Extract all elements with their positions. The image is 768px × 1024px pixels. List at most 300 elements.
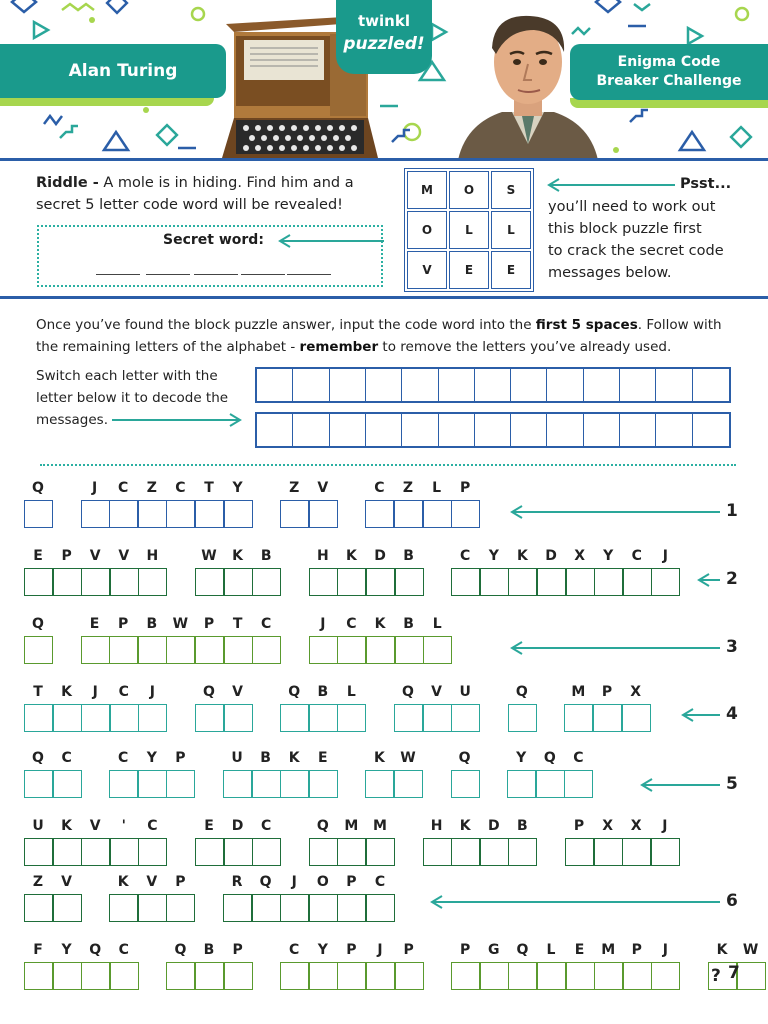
cipher-letter: E [574, 942, 585, 958]
answer-box[interactable] [81, 962, 110, 990]
block-puzzle-cell: E [449, 251, 489, 289]
header-banner [0, 0, 768, 162]
block-puzzle-cell: S [491, 171, 531, 209]
cipher-letter: C [147, 818, 158, 834]
answer-box[interactable] [395, 636, 424, 664]
answer-box[interactable] [337, 962, 366, 990]
cipher-letter: Z [402, 480, 414, 496]
instruction-emphasis: remember [299, 339, 379, 355]
cipher-letter: K [516, 548, 528, 564]
answer-box[interactable] [423, 838, 452, 866]
cipher-letter: G [488, 942, 500, 958]
answer-box[interactable] [53, 770, 82, 798]
answer-box[interactable] [24, 894, 53, 922]
answer-box[interactable] [252, 770, 281, 798]
answer-box[interactable] [252, 568, 281, 596]
answer-box[interactable] [166, 894, 195, 922]
answer-box[interactable] [224, 838, 253, 866]
cipher-letter: C [175, 480, 186, 496]
cipher-letter: J [320, 616, 326, 632]
answer-box[interactable] [395, 962, 424, 990]
cipher-letter: B [403, 548, 414, 564]
answer-box[interactable] [365, 770, 394, 798]
cipher-letter: V [431, 684, 443, 700]
answer-box[interactable] [24, 962, 53, 990]
cipher-key-cell[interactable] [439, 414, 475, 446]
answer-box[interactable] [423, 636, 452, 664]
cipher-letter: M [344, 818, 359, 834]
answer-box[interactable] [109, 770, 138, 798]
message-number: 1 [726, 501, 738, 521]
cipher-key-cell[interactable] [620, 414, 656, 446]
arrow-left-icon [697, 573, 724, 587]
answer-box[interactable] [651, 962, 680, 990]
riddle-text [36, 172, 386, 216]
answer-box[interactable] [365, 500, 394, 528]
block-puzzle-cell: L [449, 211, 489, 249]
answer-box[interactable] [394, 704, 423, 732]
cipher-letter: Q [316, 818, 329, 834]
answer-box[interactable] [53, 704, 82, 732]
answer-box[interactable] [366, 838, 395, 866]
secret-word-blank[interactable] [194, 274, 238, 275]
cipher-letter: T [232, 616, 243, 632]
answer-box[interactable] [337, 636, 366, 664]
answer-box[interactable] [309, 704, 338, 732]
arrow-left-icon [510, 505, 724, 519]
answer-box[interactable] [224, 704, 253, 732]
cipher-key-cell[interactable] [693, 414, 729, 446]
cipher-letter: E [318, 750, 328, 766]
message-number: 4 [726, 704, 738, 724]
cipher-letter: C [261, 818, 272, 834]
instruction-line-1 [36, 317, 722, 333]
cipher-letter: Q [543, 750, 556, 766]
answer-box[interactable] [109, 894, 138, 922]
cipher-key-cell[interactable] [475, 369, 511, 401]
cipher-letter: Q [515, 684, 528, 700]
answer-box[interactable] [622, 838, 651, 866]
answer-box[interactable] [81, 838, 110, 866]
cipher-letter: J [377, 942, 383, 958]
cipher-letter: J [92, 684, 98, 700]
answer-box[interactable] [138, 894, 167, 922]
cipher-letter: P [460, 942, 471, 958]
answer-box[interactable] [508, 838, 537, 866]
answer-box[interactable] [24, 636, 53, 664]
cipher-letter: B [403, 616, 414, 632]
right-title-bar [570, 44, 768, 100]
cipher-letter: P [403, 942, 414, 958]
riddle-line1: A mole is in hiding. Find him and a [103, 175, 354, 191]
cipher-letter: H [430, 818, 443, 834]
block-puzzle-cell: E [491, 251, 531, 289]
answer-box[interactable] [138, 568, 167, 596]
cipher-key-cell[interactable] [511, 414, 547, 446]
dotted-separator [40, 464, 736, 466]
cipher-letter: Y [146, 750, 157, 766]
answer-box[interactable] [24, 568, 53, 596]
answer-box[interactable] [166, 770, 195, 798]
cipher-letter: C [118, 684, 129, 700]
secret-word-blank[interactable] [146, 274, 190, 275]
answer-box[interactable] [24, 704, 53, 732]
cipher-letter: K [61, 684, 73, 700]
cipher-letter: X [574, 548, 585, 564]
cipher-letter: Q [32, 750, 44, 766]
answer-box[interactable] [309, 838, 338, 866]
answer-box[interactable] [508, 568, 537, 596]
answer-box[interactable] [337, 704, 366, 732]
cipher-letter: H [316, 548, 329, 564]
answer-box[interactable] [423, 500, 452, 528]
answer-box[interactable] [366, 962, 395, 990]
cipher-key-row-bottom [255, 412, 731, 448]
cipher-letter: B [203, 942, 215, 958]
answer-box[interactable] [53, 962, 82, 990]
cipher-letter: D [487, 818, 500, 834]
answer-box[interactable] [280, 770, 309, 798]
answer-box[interactable] [451, 838, 480, 866]
cipher-key-cell[interactable] [293, 414, 329, 446]
cipher-letter: W [172, 616, 189, 632]
cipher-letter: K [373, 750, 385, 766]
answer-box[interactable] [395, 568, 424, 596]
cipher-letter: Q [402, 684, 414, 700]
switch-instruction: messages. [36, 412, 108, 428]
cipher-key-cell[interactable] [257, 414, 293, 446]
answer-box[interactable] [53, 894, 82, 922]
answer-box[interactable] [565, 838, 594, 866]
answer-box[interactable] [566, 962, 595, 990]
cipher-letter: C [460, 548, 471, 564]
cipher-letter: B [317, 684, 329, 700]
answer-box[interactable] [81, 500, 110, 528]
cipher-letter: C [61, 750, 72, 766]
answer-box[interactable] [594, 962, 623, 990]
answer-box[interactable] [394, 500, 423, 528]
cipher-letter: Q [458, 750, 471, 766]
answer-box[interactable] [252, 894, 281, 922]
cipher-letter: M [601, 942, 616, 958]
cipher-letter: P [175, 874, 186, 890]
answer-box[interactable] [480, 568, 509, 596]
cipher-letter: M [571, 684, 586, 700]
psst-line: messages below. [548, 265, 672, 281]
answer-box[interactable] [166, 500, 195, 528]
cipher-letter: J [291, 874, 297, 890]
cipher-letter: L [546, 942, 556, 958]
instruction-text: . Follow with [637, 317, 722, 333]
cipher-key-cell[interactable] [656, 414, 692, 446]
answer-box[interactable] [109, 636, 138, 664]
answer-box[interactable] [195, 636, 224, 664]
secret-word-blank[interactable] [287, 274, 331, 275]
answer-box[interactable] [564, 704, 593, 732]
cipher-letter: L [346, 684, 356, 700]
answer-box[interactable] [309, 962, 338, 990]
answer-box[interactable] [110, 838, 139, 866]
answer-box[interactable] [195, 962, 224, 990]
arrow-left-icon [545, 177, 677, 193]
answer-box[interactable] [480, 838, 509, 866]
cipher-letter: P [346, 874, 357, 890]
cipher-key-cell[interactable] [257, 369, 293, 401]
answer-box[interactable] [110, 962, 139, 990]
answer-box[interactable] [451, 568, 480, 596]
cipher-key-cell[interactable] [366, 369, 402, 401]
answer-box[interactable] [309, 500, 338, 528]
answer-box[interactable] [594, 838, 623, 866]
answer-box[interactable] [223, 894, 252, 922]
logo-text-line2: puzzled! [343, 34, 425, 54]
cipher-key-cell[interactable] [439, 369, 475, 401]
secret-word-blank[interactable] [96, 274, 140, 275]
cipher-letter: R [231, 874, 243, 890]
cipher-letter: C [631, 548, 642, 564]
answer-box[interactable] [81, 636, 110, 664]
answer-box[interactable] [309, 770, 338, 798]
answer-box[interactable] [309, 568, 338, 596]
instruction-text: the remaining letters of the alphabet - [36, 339, 300, 355]
answer-box[interactable] [423, 704, 452, 732]
cipher-letter: Q [89, 942, 102, 958]
answer-box[interactable] [537, 568, 566, 596]
cipher-key-cell[interactable] [402, 414, 438, 446]
answer-box[interactable] [508, 962, 537, 990]
answer-box[interactable] [224, 962, 253, 990]
answer-box[interactable] [280, 962, 309, 990]
cipher-letter: P [601, 684, 613, 700]
cipher-key-cell[interactable] [693, 369, 729, 401]
answer-box[interactable] [309, 894, 338, 922]
cipher-letter: B [260, 750, 271, 766]
answer-box[interactable] [737, 962, 766, 990]
switch-instruction: letter below it to decode the [36, 390, 229, 406]
answer-box[interactable] [309, 636, 338, 664]
cipher-letter: L [432, 616, 442, 632]
cipher-letter: K [61, 818, 73, 834]
answer-box[interactable] [623, 568, 652, 596]
message-number: 7 [728, 963, 740, 983]
cipher-key-cell[interactable] [511, 369, 547, 401]
answer-box[interactable] [195, 568, 224, 596]
answer-box[interactable] [507, 770, 536, 798]
cipher-key-cell[interactable] [366, 414, 402, 446]
answer-box[interactable] [53, 568, 82, 596]
answer-box[interactable] [451, 770, 480, 798]
answer-box[interactable] [366, 636, 395, 664]
secret-word-label: Secret word: [163, 232, 264, 248]
answer-box[interactable] [224, 568, 253, 596]
cipher-letter: P [175, 750, 186, 766]
answer-box[interactable] [53, 838, 82, 866]
cipher-letter: W [400, 750, 416, 766]
cipher-letter: Y [61, 942, 72, 958]
answer-box[interactable] [366, 568, 395, 596]
cipher-letter: C [118, 942, 129, 958]
cipher-letter: D [374, 548, 386, 564]
cipher-letter: K [288, 750, 300, 766]
answer-box[interactable] [280, 894, 309, 922]
answer-box[interactable] [224, 636, 253, 664]
cipher-letter: J [662, 942, 668, 958]
answer-box[interactable] [138, 636, 167, 664]
cipher-letter: W [201, 548, 217, 564]
cipher-key-cell[interactable] [475, 414, 511, 446]
answer-box[interactable] [508, 704, 537, 732]
cipher-letter: Q [32, 616, 44, 632]
cipher-key-cell[interactable] [547, 369, 583, 401]
cipher-letter: V [232, 684, 244, 700]
message-number: 5 [726, 774, 738, 794]
message-number: 3 [726, 637, 738, 657]
answer-box[interactable] [594, 568, 623, 596]
cipher-letter: V [89, 818, 101, 834]
secret-word-blank[interactable] [241, 274, 285, 275]
logo-text-line1: twinkl [358, 12, 410, 30]
cipher-letter: U [459, 684, 471, 700]
cipher-key-cell[interactable] [402, 369, 438, 401]
answer-box[interactable] [651, 838, 680, 866]
answer-box[interactable] [24, 500, 53, 528]
cipher-letter: C [346, 616, 357, 632]
answer-box[interactable] [195, 838, 224, 866]
subtitle-line2: Breaker Challenge [596, 73, 742, 89]
answer-box[interactable] [166, 636, 195, 664]
cipher-letter: Z [289, 480, 300, 496]
answer-box[interactable] [537, 962, 566, 990]
cipher-letter: K [374, 616, 386, 632]
cipher-key-cell[interactable] [330, 369, 366, 401]
answer-box[interactable] [138, 770, 167, 798]
answer-box[interactable] [110, 704, 139, 732]
left-title-bar [0, 44, 226, 98]
psst-title: Psst... [680, 176, 732, 192]
cipher-letter: P [460, 480, 471, 496]
section-divider [0, 296, 768, 299]
cipher-letter: E [89, 616, 100, 632]
cipher-letter: K [716, 942, 728, 958]
cipher-key-cell[interactable] [620, 369, 656, 401]
cipher-letter: C [374, 480, 385, 496]
answer-box[interactable] [337, 894, 366, 922]
answer-box[interactable] [280, 500, 309, 528]
instruction-line-2 [36, 339, 671, 355]
answer-box[interactable] [109, 500, 138, 528]
cipher-letter: C [573, 750, 584, 766]
question-mark: ? [711, 966, 721, 986]
answer-box[interactable] [480, 962, 509, 990]
arrow-left-icon [510, 641, 724, 655]
cipher-letter: X [602, 818, 613, 834]
answer-box[interactable] [651, 568, 680, 596]
arrow-left-icon [681, 708, 724, 722]
answer-box[interactable] [81, 704, 110, 732]
answer-box[interactable] [195, 500, 224, 528]
riddle-label: Riddle - [36, 175, 99, 191]
psst-line: you’ll need to work out [548, 199, 716, 215]
instruction-emphasis: first 5 spaces [535, 317, 638, 333]
block-puzzle-cell: O [449, 171, 489, 209]
block-puzzle-cell: M [407, 171, 447, 209]
cipher-letter: E [33, 548, 43, 564]
cipher-key-cell[interactable] [584, 369, 620, 401]
answer-box[interactable] [280, 704, 309, 732]
cipher-letter: B [260, 548, 272, 564]
cipher-letter: Q [516, 942, 529, 958]
answer-box[interactable] [252, 636, 281, 664]
cipher-letter: V [89, 548, 101, 564]
answer-box[interactable] [622, 704, 651, 732]
cipher-letter: P [346, 942, 357, 958]
cipher-key-cell[interactable] [584, 414, 620, 446]
answer-box[interactable] [623, 962, 652, 990]
cipher-letter: T [204, 480, 214, 496]
answer-box[interactable] [564, 770, 593, 798]
answer-box[interactable] [536, 770, 565, 798]
cipher-letter: U [32, 818, 44, 834]
answer-box[interactable] [195, 704, 224, 732]
answer-box[interactable] [252, 838, 281, 866]
cipher-letter: K [459, 818, 471, 834]
cipher-key-cell[interactable] [293, 369, 329, 401]
cipher-letter: Q [259, 874, 272, 890]
answer-box[interactable] [593, 704, 622, 732]
answer-box[interactable] [110, 568, 139, 596]
answer-box[interactable] [394, 770, 423, 798]
cipher-letter: E [204, 818, 214, 834]
cipher-letter: Z [32, 874, 44, 890]
arrow-left-icon [640, 778, 724, 792]
answer-box[interactable] [451, 962, 480, 990]
answer-box[interactable] [223, 770, 252, 798]
answer-box[interactable] [166, 962, 195, 990]
answer-box[interactable] [138, 838, 167, 866]
block-puzzle-cell: L [491, 211, 531, 249]
answer-box[interactable] [337, 838, 366, 866]
psst-line: this block puzzle first [548, 221, 702, 237]
cipher-letter: J [662, 548, 668, 564]
cipher-letter: P [573, 818, 585, 834]
cipher-letter: Q [174, 942, 187, 958]
arrow-right-icon [110, 412, 244, 428]
cipher-letter: C [289, 942, 300, 958]
cipher-letter: Q [32, 480, 44, 496]
cipher-key-cell[interactable] [547, 414, 583, 446]
cipher-key-cell[interactable] [656, 369, 692, 401]
answer-box[interactable] [81, 568, 110, 596]
answer-box[interactable] [224, 500, 253, 528]
answer-box[interactable] [337, 568, 366, 596]
cipher-letter: J [149, 684, 155, 700]
message-number: 6 [726, 891, 738, 911]
answer-box[interactable] [566, 568, 595, 596]
cipher-letter: Y [488, 548, 499, 564]
answer-box[interactable] [138, 500, 167, 528]
answer-box[interactable] [24, 770, 53, 798]
cipher-letter: Y [603, 548, 614, 564]
answer-box[interactable] [451, 500, 480, 528]
answer-box[interactable] [366, 894, 395, 922]
answer-box[interactable] [451, 704, 480, 732]
cipher-key-cell[interactable] [330, 414, 366, 446]
cipher-key-row-top [255, 367, 731, 403]
answer-box[interactable] [24, 838, 53, 866]
twinkl-puzzled-logo [336, 0, 432, 74]
cipher-letter: P [631, 942, 642, 958]
answer-box[interactable] [138, 704, 167, 732]
